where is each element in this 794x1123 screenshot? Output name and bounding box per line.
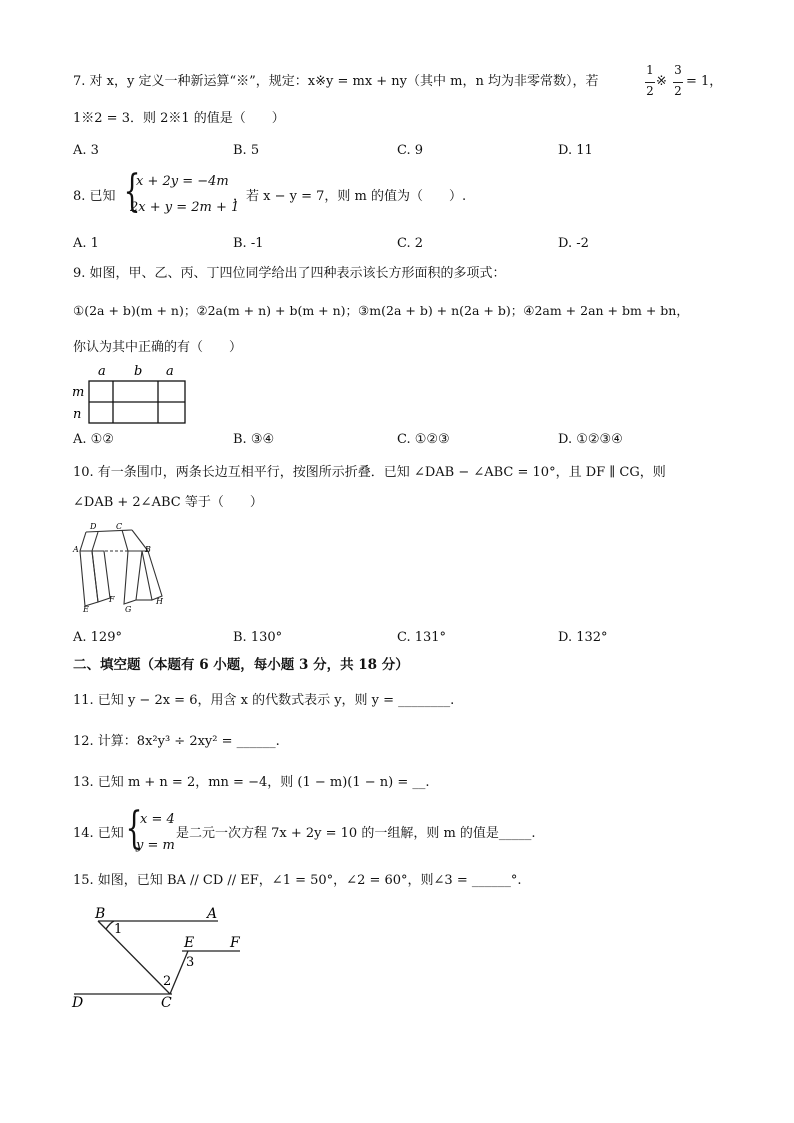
q7-text-a: 7. 对 x，y 定义一种新运算“※”，规定：x※y = mx + ny（其中 m，n 均为非零常数），若 bbox=[73, 74, 599, 89]
q8-eq2: 2x + y = 2m + 1 bbox=[130, 200, 240, 215]
q7-option-d: D. 11 bbox=[558, 143, 593, 158]
q15-label-a: A bbox=[207, 906, 218, 922]
q11: 11. 已知 y − 2x = 6，用含 x 的代数式表示 y，则 y = ________. bbox=[73, 693, 455, 708]
q14-suffix: 是二元一次方程 7x + 2y = 10 的一组解，则 m 的值是_____. bbox=[176, 826, 536, 841]
q9-label-top-1: a bbox=[98, 364, 106, 379]
q9-label-left-2: n bbox=[73, 407, 82, 422]
q7-frac2-num: 3 bbox=[674, 63, 682, 77]
q7-op: ※ bbox=[656, 74, 667, 89]
q12: 12. 计算：8x²y³ ÷ 2xy² = ______. bbox=[73, 734, 280, 749]
q9-line3: 你认为其中正确的有（ ） bbox=[73, 340, 243, 355]
q14-eq2: y = m bbox=[136, 838, 175, 853]
q9-line1: 9. 如图，甲、乙、丙、丁四位同学给出了四种表示该长方形面积的多项式： bbox=[73, 266, 506, 281]
q7-option-c: C. 9 bbox=[397, 143, 424, 158]
q15-parallel-lines-figure bbox=[70, 905, 250, 1009]
q7-line2: 1※2 = 3．则 2※1 的值是（ ） bbox=[73, 111, 285, 126]
q10-label-a: A bbox=[73, 545, 79, 554]
q15-label-e: E bbox=[184, 935, 195, 951]
section-heading: 二、填空题（本题有 6 小题，每小题 3 分，共 18 分） bbox=[73, 657, 409, 673]
q15-label-angle-2: 2 bbox=[163, 974, 172, 989]
q14-brace: { bbox=[125, 803, 143, 854]
q10-option-a: A. 129° bbox=[73, 630, 122, 645]
q10-option-d: D. 132° bbox=[558, 630, 608, 645]
q10-label-c: C bbox=[116, 522, 123, 531]
q7-frac2-den: 2 bbox=[674, 84, 682, 98]
q7-line1 bbox=[73, 74, 599, 90]
q15-label-angle-3: 3 bbox=[186, 955, 195, 970]
q14-prefix: 14. 已知 bbox=[73, 826, 124, 841]
q10-line2: ∠DAB + 2∠ABC 等于（ ） bbox=[73, 495, 263, 510]
q9-label-left-1: m bbox=[72, 385, 85, 400]
q8-prefix: 8. 已知 bbox=[73, 189, 116, 204]
q8-option-c: C. 2 bbox=[397, 236, 424, 251]
q15-label-f: F bbox=[230, 935, 240, 951]
q7-frac1-num: 1 bbox=[646, 63, 654, 77]
q8-option-d: D. -2 bbox=[558, 236, 589, 251]
q9-line2: ①(2a + b)(m + n)；②2a(m + n) + b(m + n)；③m(2a + b) + n(2a + b)；④2am + 2an + bm + bn， bbox=[73, 303, 689, 318]
q9-rectangle-figure bbox=[70, 362, 190, 426]
q15-label-c: C bbox=[161, 995, 172, 1011]
q9-option-a: A. ①② bbox=[73, 432, 114, 447]
q9-option-c: C. ①②③ bbox=[397, 432, 450, 447]
q7-frac1-line bbox=[645, 82, 655, 83]
q10-label-g: G bbox=[125, 605, 132, 614]
q13: 13. 已知 m + n = 2，mn = −4，则 (1 − m)(1 − n) = __. bbox=[73, 775, 430, 790]
q15-label-d: D bbox=[72, 995, 84, 1011]
q9-label-top-3: a bbox=[166, 364, 174, 379]
q8-option-a: A. 1 bbox=[73, 236, 99, 251]
q10-label-e: E bbox=[83, 605, 89, 614]
q14-eq1: x = 4 bbox=[140, 812, 175, 827]
q7-frac2-line bbox=[673, 82, 683, 83]
q9-option-b: B. ③④ bbox=[233, 432, 275, 447]
q10-label-h: H bbox=[156, 597, 163, 606]
q7-text-b: = 1， bbox=[686, 74, 723, 89]
q7-option-b: B. 5 bbox=[233, 143, 260, 158]
q10-option-b: B. 130° bbox=[233, 630, 283, 645]
q8-eq1: x + 2y = −4m bbox=[136, 174, 229, 189]
q8-suffix: ，若 x − y = 7，则 m 的值为（ ）. bbox=[233, 189, 467, 204]
q15-line: 15. 如图，已知 BA // CD // EF，∠1 = 50°，∠2 = 60°，则∠3 = ______°. bbox=[73, 873, 522, 888]
q15-label-b: B bbox=[95, 906, 106, 922]
q10-label-b: B bbox=[145, 545, 151, 554]
q9-label-top-2: b bbox=[134, 364, 143, 379]
q8-option-b: B. -1 bbox=[233, 236, 264, 251]
q10-scarf-figure bbox=[70, 520, 180, 616]
q15-label-angle-1: 1 bbox=[114, 922, 123, 937]
q10-label-f: F bbox=[109, 595, 115, 604]
q8-brace: { bbox=[123, 166, 141, 217]
q9-option-d: D. ①②③④ bbox=[558, 432, 623, 447]
q10-line1: 10. 有一条围巾，两条长边互相平行，按图所示折叠．已知 ∠DAB − ∠ABC = 10°，且 DF ∥ CG，则 bbox=[73, 465, 666, 480]
q7-option-a: A. 3 bbox=[73, 143, 99, 158]
q10-label-d: D bbox=[90, 522, 97, 531]
q7-frac1-den: 2 bbox=[646, 84, 654, 98]
q10-option-c: C. 131° bbox=[397, 630, 447, 645]
